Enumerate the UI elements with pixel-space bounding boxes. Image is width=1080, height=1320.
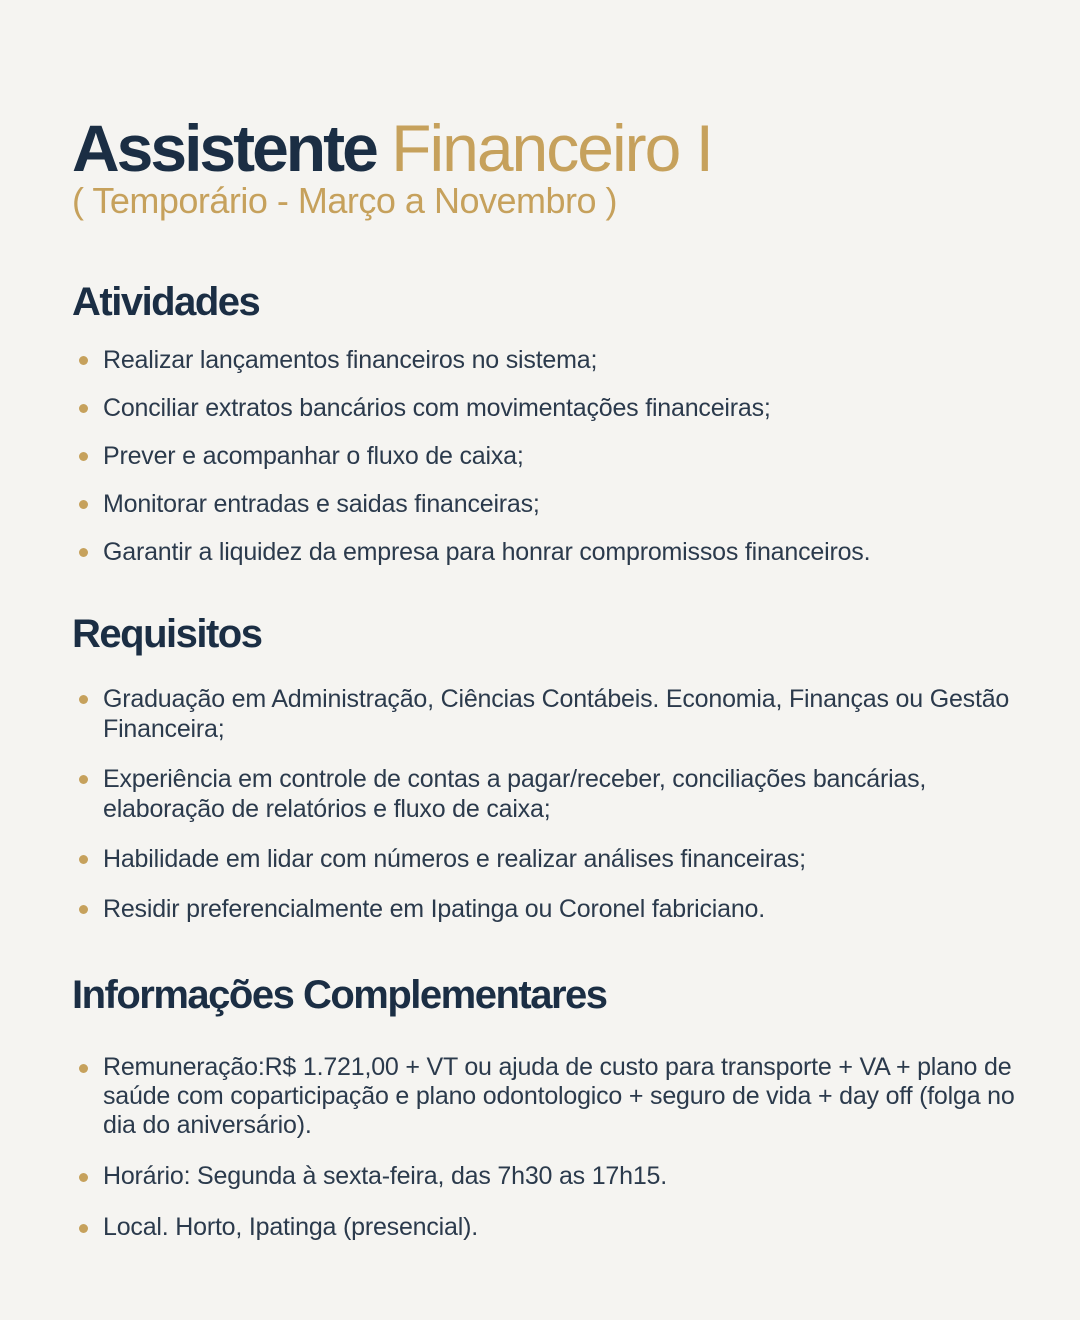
list-item-text: Remuneração:R$ 1.721,00 + VT ou ajuda de custo para transporte + VA + plano de saúde com coparticipação e plano odontologico + seguro de vida + day off (folga no dia do aniversário). [103, 1053, 1015, 1139]
list-item [72, 844, 1022, 874]
list-item-text: Experiência em controle de contas a pagar/receber, conciliações bancárias, elaboração de relatórios e fluxo de caixa; [103, 765, 927, 823]
list-item-text: Graduação em Administração, Ciências Contábeis. Economia, Finanças ou Gestão Financeira; [103, 685, 1010, 743]
list-item-text: Habilidade em lidar com números e realizar análises financeiras; [103, 845, 806, 873]
list-informacoes [72, 1053, 1022, 1264]
list-item-text: Garantir a liquidez da empresa para honrar compromissos financeiros. [103, 538, 871, 566]
page-subtitle: ( Temporário - Março a Novembro ) [72, 180, 617, 221]
list-item-text: Prever e acompanhar o fluxo de caixa; [103, 442, 524, 470]
bullet-icon [79, 404, 88, 413]
bullet-icon [79, 1173, 88, 1182]
bullet-icon [79, 356, 88, 365]
bullet-icon [79, 1224, 88, 1233]
list-item-text: Monitorar entradas e saidas financeiras; [103, 490, 540, 518]
list-item [72, 1053, 1022, 1140]
title-highlight: Financeiro I [391, 111, 712, 185]
list-item-text: Conciliar extratos bancários com movimentações financeiras; [103, 394, 771, 422]
list-item [72, 489, 1022, 519]
bullet-icon [79, 548, 88, 557]
list-item [72, 764, 1022, 824]
list-item-text: Realizar lançamentos financeiros no sistema; [103, 346, 598, 374]
list-atividades [72, 345, 1022, 585]
bullet-icon [79, 855, 88, 864]
list-item [72, 1213, 1022, 1242]
list-requisitos [72, 684, 1022, 944]
section-heading-atividades: Atividades [72, 280, 260, 324]
list-item [72, 684, 1022, 744]
list-item [72, 345, 1022, 375]
page-title [72, 108, 712, 188]
section-heading-requisitos: Requisitos [72, 612, 262, 656]
bullet-icon [79, 775, 88, 784]
title-main: Assistente [72, 111, 376, 185]
list-item [72, 441, 1022, 471]
list-item [72, 894, 1022, 924]
list-item [72, 537, 1022, 567]
bullet-icon [79, 1064, 88, 1073]
bullet-icon [79, 500, 88, 509]
list-item [72, 393, 1022, 423]
bullet-icon [79, 452, 88, 461]
list-item-text: Local. Horto, Ipatinga (presencial). [103, 1213, 478, 1241]
list-item [72, 1162, 1022, 1191]
bullet-icon [79, 905, 88, 914]
list-item-text: Horário: Segunda à sexta-feira, das 7h30 as 17h15. [103, 1162, 667, 1190]
bullet-icon [79, 695, 88, 704]
list-item-text: Residir preferencialmente em Ipatinga ou Coronel fabriciano. [103, 895, 765, 923]
section-heading-informacoes: Informações Complementares [72, 973, 607, 1017]
